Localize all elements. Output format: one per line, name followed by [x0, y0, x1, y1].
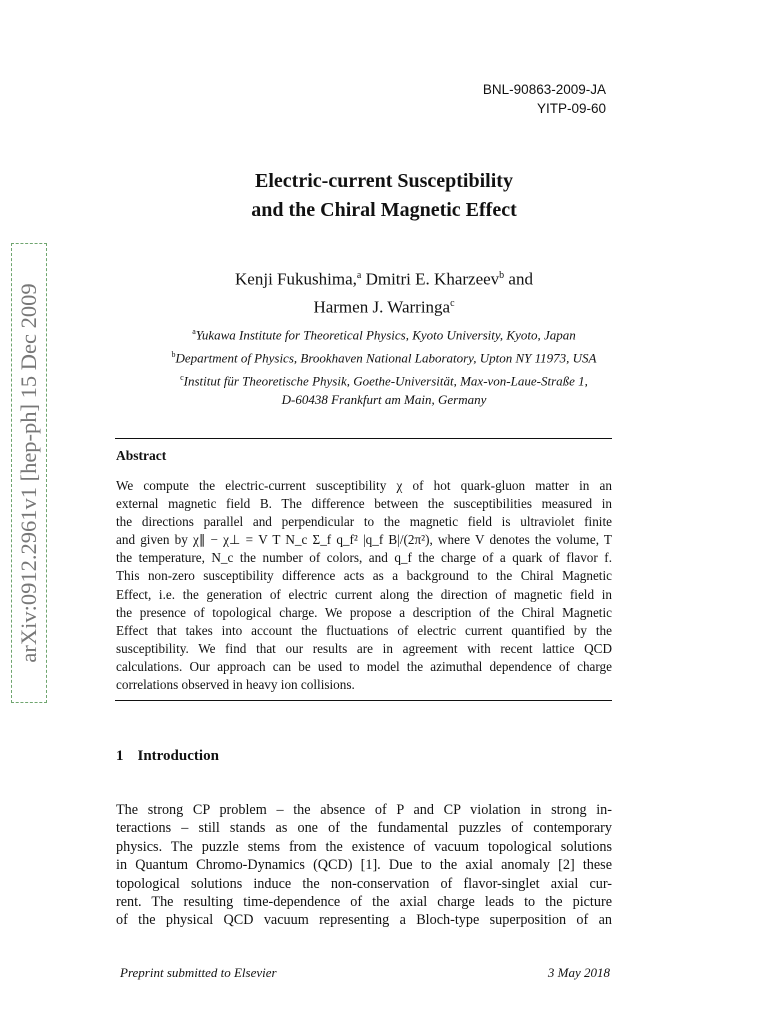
- report-id-bnl: BNL-90863-2009-JA: [482, 82, 606, 97]
- abstract-line: We compute the electric-current susceptibility χ of hot quark-gluon matter in an: [116, 478, 612, 493]
- affiliation-text-cont: D-60438 Frankfurt am Main, Germany: [281, 392, 487, 408]
- abstract-line: external magnetic field B. The difference between the susceptibilities measured in: [116, 496, 612, 512]
- abstract-bottom-rule: [115, 700, 612, 701]
- affiliation-a: [0, 322, 768, 344]
- author-name: Dmitri E. Kharzeev: [361, 269, 500, 289]
- author-name: Harmen J. Warringa: [313, 297, 451, 317]
- affiliation-text: Yukawa Institute for Theoretical Physics, Kyoto University, Kyoto, Japan: [195, 327, 576, 343]
- author-list: [0, 264, 768, 319]
- intro-line: topological solutions induce the non-conservation of flavor-singlet axial cur-: [116, 875, 612, 892]
- report-id-yitp: YITP-09-60: [536, 101, 606, 116]
- abstract-line: the temperature, N_c the number of colors, and q_f the charge of a quark of flavor f.: [116, 550, 612, 566]
- abstract-line: This non-zero susceptibility difference acts as a background to the Chiral Magnetic: [116, 568, 612, 584]
- abstract-line: Effect, i.e. the generation of electric current along the direction of magnetic field in: [116, 586, 612, 602]
- abstract-line: correlations observed in heavy ion collisions.: [116, 677, 355, 693]
- abstract-line: and given by χ∥ − χ⊥ = V T N_c Σ_f q_f² |q_f B|/(2π²), where V denotes the volume, T: [116, 532, 612, 548]
- abstract-top-rule: [115, 438, 612, 439]
- introduction-body: [116, 801, 612, 930]
- abstract-line: susceptibility. We find that our results are in agreement with recent lattice QCD: [116, 640, 612, 656]
- title-line-1: Electric-current Susceptibility: [255, 170, 513, 192]
- arxiv-stamp-text: arXiv:0912.2961v1 [hep-ph] 15 Dec 2009: [16, 283, 41, 663]
- footer-date: 3 May 2018: [547, 965, 610, 980]
- affil-mark: b: [171, 350, 176, 359]
- abstract-heading: Abstract: [116, 448, 167, 463]
- author-conjunction: and: [504, 269, 533, 289]
- author-name: Kenji Fukushima,: [235, 269, 357, 289]
- affil-mark: c: [180, 373, 184, 382]
- affil-mark: a: [356, 270, 362, 281]
- intro-line: teractions – still stands as one of the fundamental puzzles of contemporary: [116, 820, 612, 837]
- author-line-2: [0, 292, 768, 320]
- intro-line: The strong CP problem – the absence of P and CP violation in strong in-: [116, 802, 612, 818]
- abstract-line: Effect that takes into account the fluctuations of electric current quantified by the: [116, 622, 612, 638]
- affil-mark: c: [450, 297, 455, 309]
- report-numbers: [483, 80, 606, 118]
- section-heading: [116, 748, 219, 765]
- abstract-line: the presence of topological charge. We propose a description of the Chiral Magnetic: [116, 604, 612, 620]
- abstract-body: [116, 477, 612, 694]
- affiliation-c: [0, 368, 768, 409]
- abstract-line: the directions parallel and perpendicular to the magnetic field is ultraviolet finite: [116, 514, 612, 530]
- abstract-line: calculations. Our approach can be used to model the azimuthal dependence of charge: [116, 658, 612, 674]
- affiliation-b: [0, 345, 768, 367]
- section-title: Introduction: [137, 748, 219, 764]
- footer-preprint-note: Preprint submitted to Elsevier: [120, 965, 277, 980]
- author-line-1: [0, 264, 768, 292]
- affiliation-text: Institut für Theoretische Physik, Goethe-Universität, Max-von-Laue-Straße 1,: [183, 373, 588, 389]
- title-line-2: and the Chiral Magnetic Effect: [251, 199, 517, 221]
- section-number: 1: [116, 748, 124, 764]
- paper-title: [0, 167, 768, 225]
- intro-line: physics. The puzzle stems from the existence of vacuum topological solutions: [116, 838, 612, 855]
- intro-line: rent. The resulting time-dependence of the axial charge leads to the picture: [116, 894, 612, 911]
- affiliation-text: Department of Physics, Brookhaven National Laboratory, Upton NY 11973, USA: [175, 350, 597, 366]
- affil-mark: b: [499, 270, 505, 281]
- affil-mark: a: [192, 327, 196, 336]
- intro-line[interactable]: in Quantum Chromo-Dynamics (QCD) [1]. Due to the axial anomaly [2] these: [116, 857, 612, 874]
- intro-line: of the physical QCD vacuum representing a Bloch-type superposition of an: [116, 912, 612, 929]
